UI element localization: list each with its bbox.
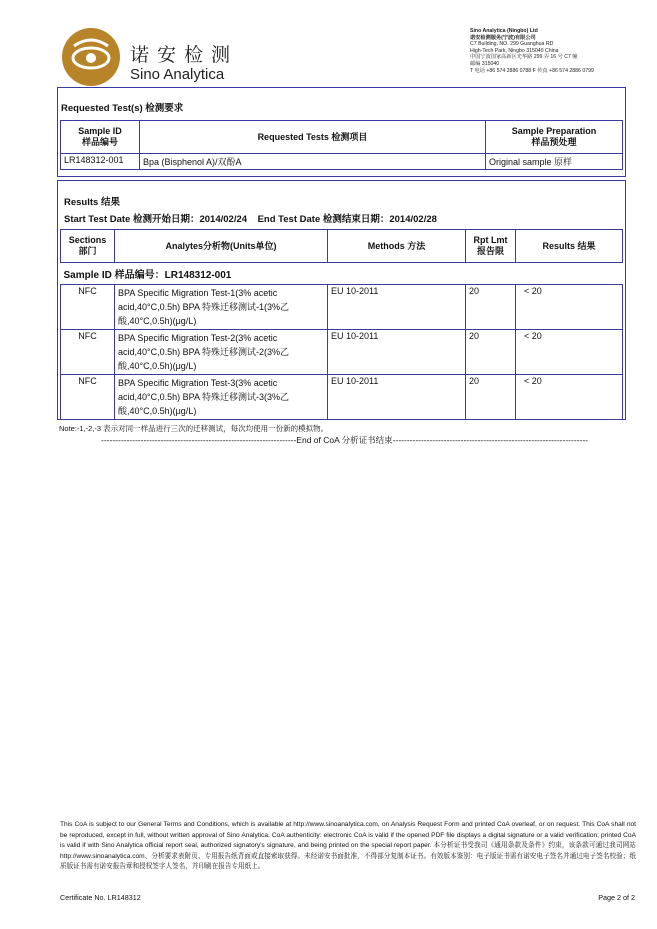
col-results: Results 结果 — [516, 230, 623, 263]
col-sample-preparation: Sample Preparation 样品预处理 — [486, 121, 623, 154]
col-analytes: Analytes分析物(Units单位) — [115, 230, 328, 263]
address-line: T 电话 +86 574 2886 0788 F 传真 +86 574 2886 0799 — [470, 67, 594, 74]
table-row — [61, 285, 623, 330]
address-line: 邮编 315040 — [470, 60, 500, 67]
table-row — [61, 330, 623, 375]
method-cell: EU 10-2011 — [328, 375, 466, 420]
result-cell: < 20 — [516, 330, 623, 375]
rpt-cell: 20 — [466, 375, 516, 420]
table-row — [61, 154, 623, 170]
rpt-cell: 20 — [466, 330, 516, 375]
address-line: C7 Building, NO. 299 Guanghua RD — [470, 41, 554, 48]
col-requested-tests: Requested Tests 检测项目 — [140, 121, 486, 154]
rpt-cell: 20 — [466, 285, 516, 330]
certificate-number: Certificate No. LR148312 — [60, 893, 141, 902]
section-cell: NFC — [61, 330, 115, 375]
result-cell: < 20 — [516, 375, 623, 420]
footer-disclaimer: This CoA is subject to our General Terms and Conditions, which is available at http://www.sinoanalytica.com, on Analysis Request Form and printed CoA overleaf, or on request. This CoA shall not be reproduced, except in full, without written approval of Sino Analytica. CoA authenticity: electronic CoA is valid if the opened PDF file displays a digital signature or a valid verification; printed CoA is valid if with Sino Analytica official report seal, authorized signatory's signature, and being printed on the special report paper. 本分析证书受我司《通用条款及条件》约束，该条款可通过我司网站http://www.sinoanalytica.com、分析要求表附页、专用报告纸背面或直接索取获得。未经诺安书面批准，不得部分复制本证书。有效版本鉴别：电子版证书需有诺安电子签名并通过电子签名校验；纸质版证书需有诺安报告章和授权签字人签名，并印刷在报告专用纸上。 — [60, 821, 636, 871]
address-line: High-Tech Park, Ningbo 315040 China — [470, 47, 559, 54]
test-dates: Start Test Date 检测开始日期：2014/02/24 End Test Date 检测结束日期：2014/02/28 — [64, 214, 437, 225]
section-cell: NFC — [61, 285, 115, 330]
page-number: Page 2 of 2 — [598, 893, 635, 902]
company-address — [470, 28, 594, 74]
col-sections: Sections 部门 — [61, 230, 115, 263]
analyte-cell: BPA Specific Migration Test-2(3% acetic acid,40°C,0.5h) BPA 特殊迁移测试-2(3%乙酸,40°C,0.5h)(μg/L) — [115, 330, 328, 375]
result-cell: < 20 — [516, 285, 623, 330]
analyte-cell: BPA Specific Migration Test-1(3% acetic acid,40°C,0.5h) BPA 特殊迁移测试-1(3%乙酸,40°C,0.5h)(μg/L) — [115, 285, 328, 330]
table-row — [61, 375, 623, 420]
address-line: 中国宁波国家高新区光华路 299 弄 16 号 C7 幢 — [470, 54, 578, 61]
address-line: 诺安检测服务(宁波)有限公司 — [470, 34, 536, 41]
end-of-coa-line: ---------------------------------------------------------------------End of CoA 分析证书结束--------------------------------------------------------------------- — [101, 435, 588, 445]
brand-name-cn: 诺安检测 — [130, 45, 239, 66]
section-cell: NFC — [61, 375, 115, 420]
results-table — [60, 229, 623, 420]
method-cell: EU 10-2011 — [328, 285, 466, 330]
requested-tests-title: Requested Test(s) 检测要求 — [61, 103, 184, 114]
col-methods: Methods 方法 — [328, 230, 466, 263]
address-line: Sino Analytica (Ningbo) Ltd — [470, 28, 538, 34]
results-title: Results 结果 — [64, 197, 120, 208]
company-logo-icon — [62, 28, 120, 86]
brand-name-en: Sino Analytica — [130, 66, 225, 83]
method-cell: EU 10-2011 — [328, 330, 466, 375]
sample-id-cell: LR148312-001 — [61, 154, 140, 170]
sample-heading: Sample ID 样品编号：LR148312-001 — [61, 263, 623, 285]
eye-emblem-icon — [62, 28, 120, 86]
requested-tests-cell: Bpa (Bisphenol A)/双酚A — [140, 154, 486, 170]
note-text: Note:-1,-2,-3 表示对同一样品进行三次的迁移测试，每次均使用一份新的模拟物。 — [59, 424, 329, 433]
col-rpt-lmt: Rpt Lmt 报告限 — [466, 230, 516, 263]
col-sample-id: Sample ID 样品编号 — [61, 121, 140, 154]
analyte-cell: BPA Specific Migration Test-3(3% acetic acid,40°C,0.5h) BPA 特殊迁移测试-3(3%乙酸,40°C,0.5h)(μg/L) — [115, 375, 328, 420]
sample-prep-cell: Original sample 原样 — [486, 154, 623, 170]
requested-tests-table — [60, 120, 623, 170]
